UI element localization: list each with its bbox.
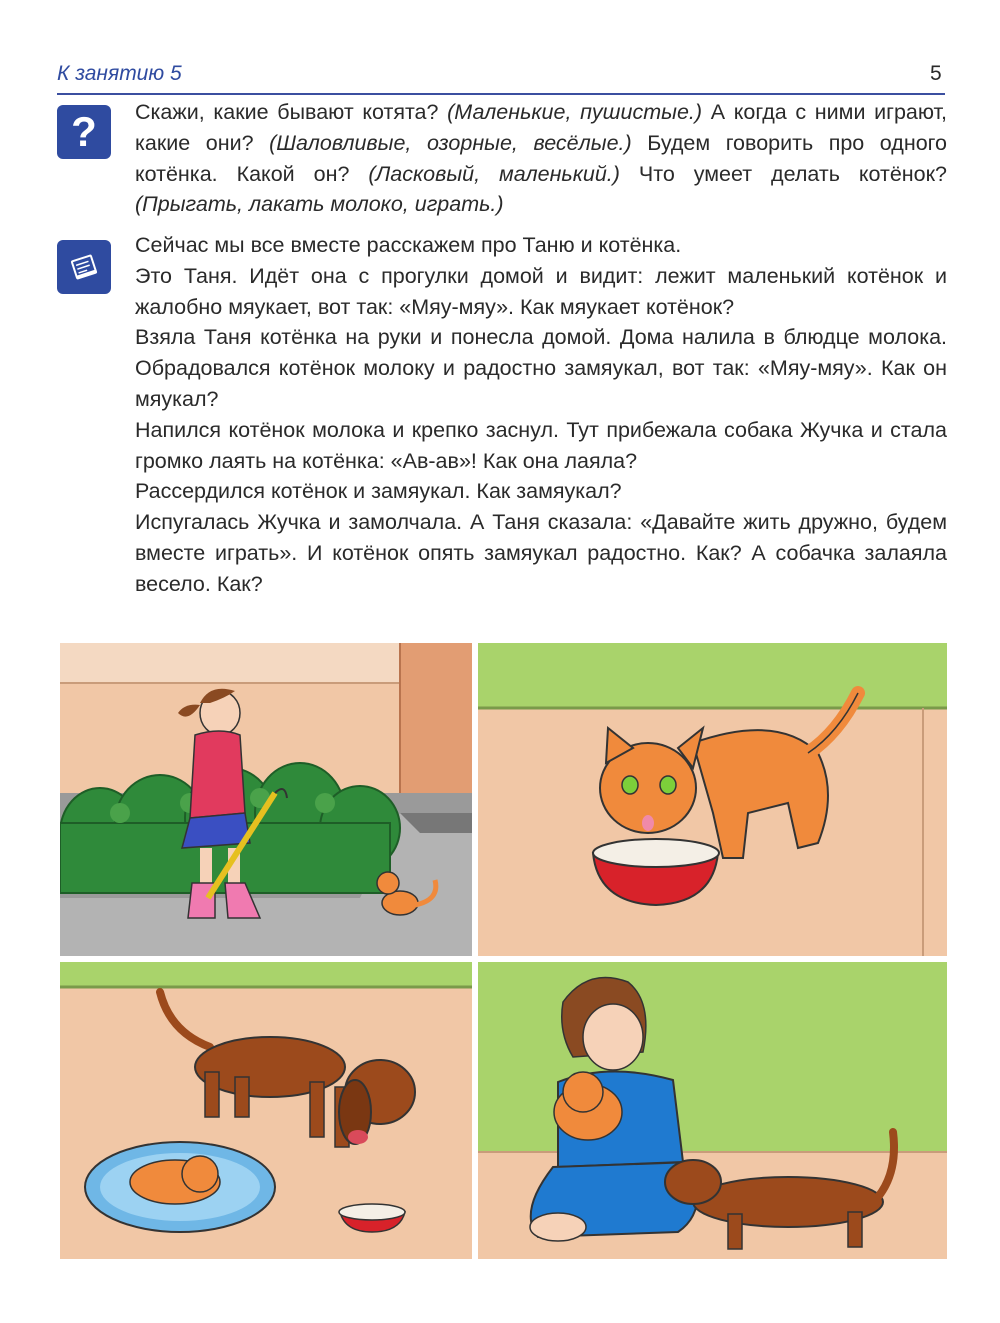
- answer-3: (Ласковый, маленький.): [368, 161, 620, 186]
- story-line-1: Сейчас мы все вместе расскажем про Таню и котёнка.: [135, 233, 682, 257]
- question-mark-icon: ?: [57, 105, 111, 159]
- story-line-5: Рассердился котёнок и замяукал. Как замяукал?: [135, 479, 622, 504]
- book-icon: [57, 240, 111, 294]
- questions-paragraph: [135, 97, 947, 220]
- story-paragraph: [135, 230, 947, 600]
- story-line-4: Напился котёнок молока и крепко заснул. Тут прибежала собака Жучка и стала громко лаять на котёнка: «Ав-ав»! Как она лаяла?: [135, 417, 947, 473]
- question-1: Скажи, какие бывают котята?: [135, 100, 448, 124]
- answer-2: (Шаловливые, озорные, весёлые.): [269, 130, 632, 155]
- story-line-6: Испугалась Жучка и замолчала. А Таня сказала: «Давайте жить дружно, будем вместе играть». И котёнок опять замяукал радостно. Как? А собачка залаяла весело. Как?: [135, 510, 947, 596]
- header-rule: [57, 93, 945, 95]
- question-2: А когда с ними играют, какие они?: [135, 100, 947, 155]
- story-line-2: Это Таня. Идёт она с прогулки домой и видит: лежит маленький котёнок и жалобно мяукает, вот так: «Мяу-мяу». Как мяукает котёнок?: [135, 263, 947, 319]
- illustration-girl-finds-kitten: [60, 643, 472, 956]
- question-4: Что умеет делать котёнок?: [619, 161, 947, 186]
- answer-1: (Маленькие, пушистые.): [447, 100, 703, 124]
- answer-4: (Прыгать, лакать молоко, играть.): [135, 192, 504, 217]
- illustration-girl-with-kitten-and-dog: [478, 962, 947, 1259]
- story-line-3: Взяла Таня котёнка на руки и понесла домой. Дома налила в блюдце молока. Обрадовался котёнок молоку и радостно замяукал, вот так: «Мяу-мяу». Как он мяукал?: [135, 325, 947, 411]
- illustration-dog-barks-at-kitten: [60, 962, 472, 1259]
- illustration-kitten-drinks-milk: [478, 643, 947, 956]
- page-number: 5: [930, 62, 942, 85]
- cat-bed: [85, 1142, 275, 1232]
- question-3: Будем говорить про одного котёнка. Какой он?: [135, 130, 947, 186]
- lesson-label: К занятию 5: [57, 62, 182, 85]
